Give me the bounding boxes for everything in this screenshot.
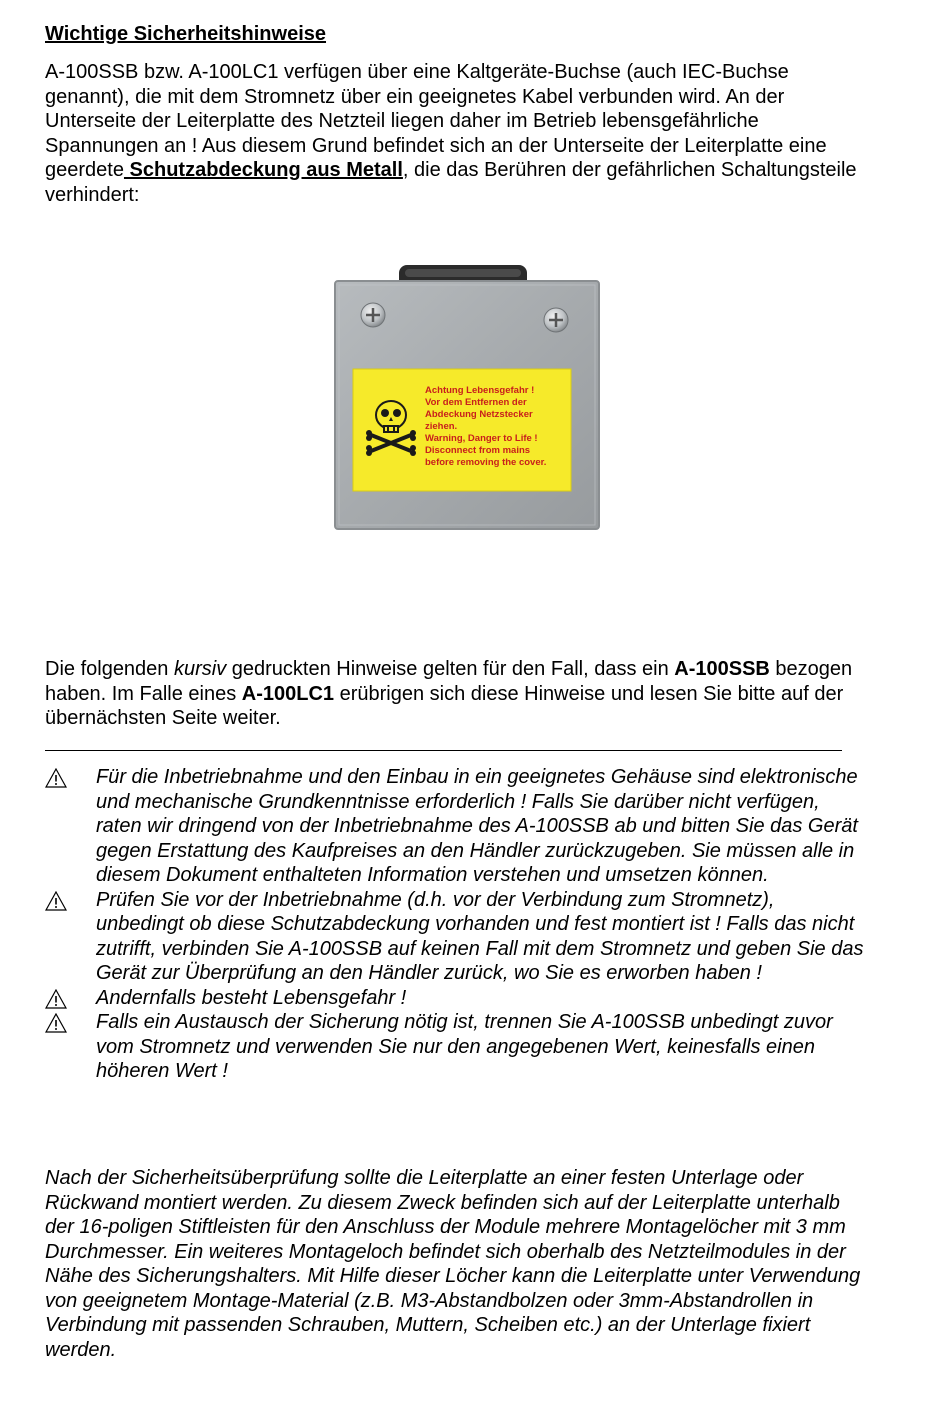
horizontal-divider <box>45 750 842 751</box>
note-part2: gedruckten Hinweise gelten für den Fall, dass ein <box>226 658 675 680</box>
scope-note <box>45 657 865 731</box>
warning-list <box>45 765 865 1084</box>
intro-paragraph <box>45 60 865 207</box>
note-part1: Die folgenden <box>45 658 174 680</box>
warning-text: Für die Inbetriebnahme und den Einbau in ein geeignetes Gehäuse sind elektronische und mechanische Grundkenntnisse erforderlich ! Falls Sie darüber nicht verfügen, raten wir dringend von der Inbetriebnahme des A-100SSB ab und bitten Sie das Gerät gegen Erstattung des Kaufpreises an den Händler zurückzugeben. Sie müssen alle in diesem Dokument enthalteten Information verstehen und umsetzen können. <box>96 766 858 886</box>
warning-triangle-icon <box>45 891 67 911</box>
intro-text-after: , die das Berühren der gefährlichen Schaltungsteile verhindert: <box>45 159 857 206</box>
note-bold-ssb: A-100SSB <box>674 658 770 680</box>
label-line-6: Disconnect from mains <box>425 445 531 456</box>
warning-item <box>45 1010 865 1084</box>
warning-triangle-icon <box>45 989 67 1009</box>
screw-right-icon <box>544 308 568 332</box>
warning-text: Andernfalls besteht Lebensgefahr ! <box>96 986 407 1009</box>
note-bold-lc1: A-100LC1 <box>241 682 335 705</box>
warning-item <box>45 986 865 1011</box>
intro-text-before: A-100SSB bzw. A-100LC1 verfügen über eine Kaltgeräte-Buchse (auch IEC-Buchse genannt), die mit dem Stromnetz über ein geeignetes Kabel verbunden wird. An der Unterseite der Leiterplatte des Netzteil liegen daher im Betrieb lebensgefährliche Spannungen an ! Aus diesem Grund befindet sich an der Unterseite der Leiterplatte eine geerdete <box>45 61 827 181</box>
mounting-paragraph: Nach der Sicherheitsüberprüfung sollte die Leiterplatte an einer festen Unterlage oder Rückwand montiert werden. Zu diesem Zweck befinden sich auf der Leiterplatte unterhalb der 16-poligen Stiftleisten für den Anschluss der Module mehrere Montagelöcher mit 3 mm Durchmesser. Ein weiteres Montageloch befindet sich oberhalb des Netzteilmodules in der Nähe des Sicherungshalters. Mit Hilfe dieser Löcher kann die Leiterplatte unter Verwendung von geeignetem Montage-Material (z.B. M3-Abstandbolzen oder 3mm-Abstandrollen in Verbindung mit passenden Schrauben, Muttern, Scheiben etc.) an der Unterlage fixiert werden. <box>45 1167 861 1361</box>
note-part3: bezogen haben. Im Falle eines <box>45 658 853 705</box>
protective-cover-photo <box>333 265 603 530</box>
screw-left-icon <box>361 303 385 327</box>
label-line-3: Abdeckung Netzstecker <box>425 409 533 420</box>
warning-text: Falls ein Austausch der Sicherung nötig ist, trennen Sie A-100SSB unbedingt zuvor vom Stromnetz und verwenden Sie nur den angegebenen Wert, keinesfalls einen höheren Wert ! <box>96 1011 833 1082</box>
document-page <box>45 22 865 207</box>
warning-item <box>45 888 865 986</box>
intro-emphasis: Schutzabdeckung aus Metall <box>123 159 403 181</box>
label-line-7: before removing the cover. <box>425 457 547 468</box>
warning-triangle-icon <box>45 768 67 788</box>
label-line-2: Vor dem Entfernen der <box>425 397 527 408</box>
label-line-4: ziehen. <box>425 421 458 432</box>
warning-triangle-icon <box>45 1013 67 1033</box>
warning-text: Prüfen Sie vor der Inbetriebnahme (d.h. vor der Verbindung zum Stromnetz), unbedingt ob diese Schutzabdeckung vorhanden und fest montiert ist ! Falls das nicht zutrifft, verbinden Sie A-100SSB auf keinen Fall mit dem Stromnetz und geben Sie das Gerät zur Überprüfung an den Händler zurück, wo Sie es erworben haben ! <box>96 888 864 984</box>
label-line-1: Achtung Lebensgefahr ! <box>425 385 535 396</box>
label-line-5: Warning, Danger to Life ! <box>425 433 538 444</box>
section-heading: Wichtige Sicherheitshinweise <box>45 23 327 45</box>
note-part4: erübrigen sich diese Hinweise und lesen Sie bitte auf der übernächsten Seite weiter. <box>45 682 844 729</box>
warning-item <box>45 765 865 888</box>
note-italic: kursiv <box>173 658 227 680</box>
